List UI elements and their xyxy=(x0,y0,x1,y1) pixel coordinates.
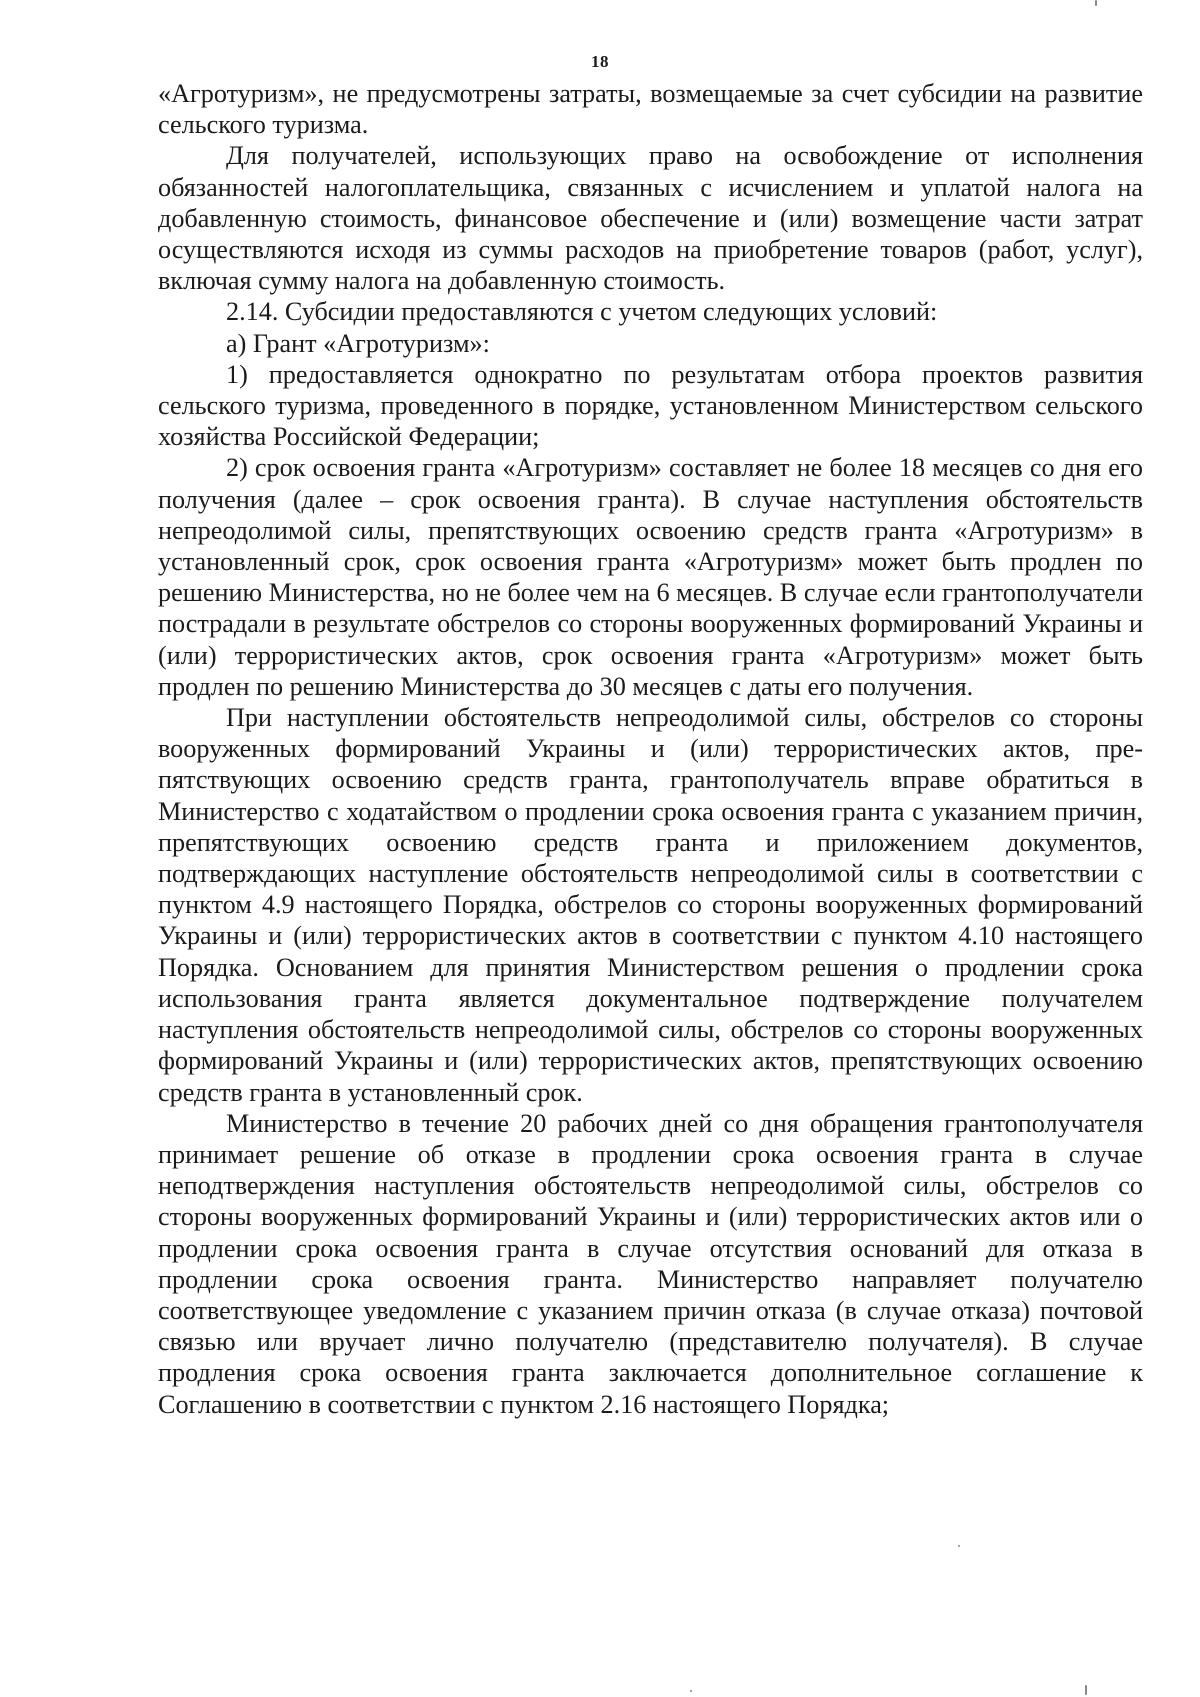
page-number: 18 xyxy=(591,52,609,71)
scan-speck xyxy=(958,1545,960,1547)
scan-speck xyxy=(690,1690,692,1692)
paragraph-item-1: 1) предоставляется однократно по результатам отбора проектов развития сельского туризма, проведенного в порядке, установленном Министерством сельского хозяйства Российской Федерации; xyxy=(158,359,1143,452)
paragraph-vat-recipients: Для получателей, использующих право на освобождение от исполнения обязанностей налогоплательщика, связанных с исчислением и уплатой налога на добавленную стоимость, финансовое обеспечение и (или) возмещение части затрат осуществляются исходя из суммы расходов на приобретение товаров (работ, услуг), включая сумму налога на добавленную стоимость. xyxy=(158,141,1143,296)
scan-speck xyxy=(1095,0,1097,6)
paragraph-item-2: 2) срок освоения гранта «Агротуризм» составляет не более 18 месяцев со дня его получения (далее – срок освоения гранта). В случае наступления обстоятельств непреодолимой силы, препятствующих освоению средств гранта «Агротуризм» в установленный срок, срок освоения гранта «Агротуризм» может быть продлен по решению Министерства, но не более чем на 6 месяцев. В случае если грантополучатели пострадали в результате обстрелов со стороны вооруженных формирований Украины и (или) террористических актов, срок освоения гранта «Агротуризм» может быть продлен по решению Министерства до 30 месяцев с даты его получения. xyxy=(158,453,1143,701)
paragraph-continuation: «Агротуризм», не предусмотрены затраты, возмещаемые за счет субсидии на развитие сельского туризма. xyxy=(158,79,1143,140)
paragraph-2-14: 2.14. Субсидии предоставляются с учетом следующих условий: xyxy=(226,297,938,327)
paragraph-force-majeure: При наступлении обстоятельств непреодолимой силы, обстрелов со стороны вооруженных формирований Украины и (или) террористических актов, препятствующих освоению средств гранта, грантополучатель вправе обратиться в Министерство с ходатайством о продлении срока освоения гранта с указанием причин, препятствующих освоению средств гранта и приложением документов, подтверждающих наступление обстоятельств непреодолимой силы в соответствии с пунктом 4.9 настоящего Порядка, обстрелов со стороны вооруженных формирований Украины и (или) террористических актов в соответствии с пунктом 4.10 настоящего Порядка. Основанием для принятия Министерством решения о продлении срока использования гранта является документальное подтверждение получателем наступления обстоятельств непреодолимой силы, обстрелов со стороны вооруженных формирований Украины и (или) террористических актов, препятствующих освоению средств гранта в установленный срок. xyxy=(158,703,1143,1107)
document-body xyxy=(158,78,1143,1420)
paragraph-ministry-decision: Министерство в течение 20 рабочих дней со дня обращения грантополучателя принимает решение об отказе в продлении срока освоения гранта в случае неподтверждения наступления обстоятельств непреодолимой силы, обстрелов со стороны вооруженных формирований Украины и (или) террористических актов или о продлении срока освоения гранта в случае отсутствия оснований для отказа в продлении срока освоения гранта. Министерство направляет получателю соответствующее уведомление с указанием причин отказа (в случае отказа) почтовой связью или вручает лично получателю (представителю получателя). В случае продления срока освоения гранта заключается дополнительное соглашение к Соглашению в соответствии с пунктом 2.16 настоящего Порядка; xyxy=(158,1108,1143,1419)
paragraph-grant-heading: а) Грант «Агротуризм»: xyxy=(226,328,490,358)
scan-speck xyxy=(1085,1685,1087,1695)
